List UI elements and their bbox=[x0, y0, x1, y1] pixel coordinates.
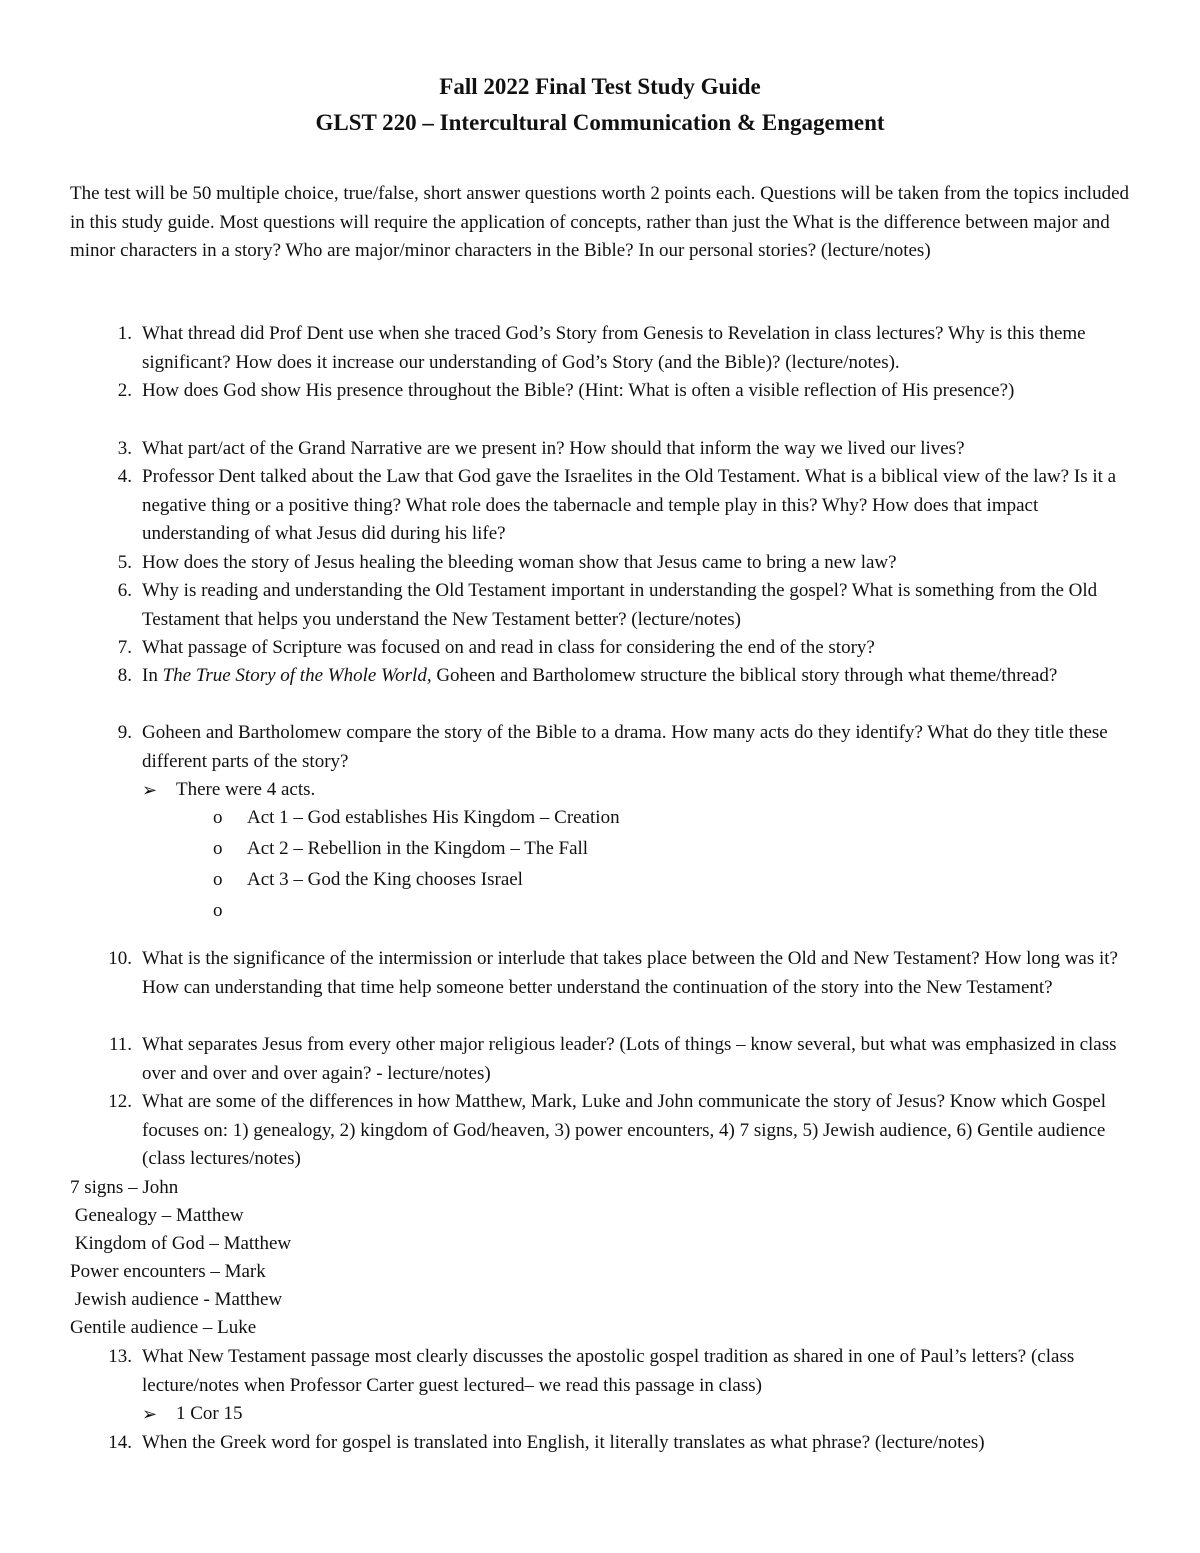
question-number: 13. bbox=[108, 1346, 132, 1367]
gospel-note: Power encounters – Mark bbox=[70, 1261, 266, 1282]
question-text: How does God show His presence throughout the Bible? (Hint: What is often a visible reflection of His presence?) bbox=[142, 380, 1015, 401]
gospel-note: Genealogy – Matthew bbox=[70, 1205, 244, 1226]
circle-bullet-icon: o bbox=[213, 869, 223, 890]
document-title: Fall 2022 Final Test Study Guide bbox=[439, 74, 761, 99]
act-text: Act 2 – Rebellion in the Kingdom – The Fall bbox=[247, 838, 589, 859]
document-subtitle: GLST 220 – Intercultural Communication & Engagement bbox=[315, 110, 885, 135]
intro-paragraph: The test will be 50 multiple choice, true/false, short answer questions worth 2 points each. Questions will be taken from the topics included in this study guide. Most questions will require the application of concepts, rather than just the What is the difference between major and minor characters in a story? Who are major/minor characters in the Bible? In our personal stories? (lecture/notes) bbox=[70, 183, 1130, 261]
question-text-suffix: Goheen and Bartholomew structure the biblical story through what theme/thread? bbox=[431, 665, 1058, 686]
act-text: Act 1 – God establishes His Kingdom – Creation bbox=[247, 807, 620, 828]
question-text: What New Testament passage most clearly discusses the apostolic gospel tradition as shared in one of Paul’s letters? (class lecture/notes when Professor Carter guest lectured– we read this passage in class) bbox=[142, 1346, 1075, 1396]
question-text: What are some of the differences in how Matthew, Mark, Luke and John communicate the story of Jesus? Know which Gospel focuses on: 1) genealogy, 2) kingdom of God/heaven, 3) power encounters, 4) 7 signs, 5) Jewish audience, 6) Gentile audience (class lectures/notes) bbox=[142, 1091, 1106, 1169]
question-number: 1. bbox=[117, 323, 132, 344]
question-text: Goheen and Bartholomew compare the story of the Bible to a drama. How many acts do they identify? What do they title these different parts of the story? bbox=[142, 722, 1108, 772]
question-number: 3. bbox=[117, 438, 132, 459]
question-number: 2. bbox=[117, 380, 132, 401]
question-number: 8. bbox=[117, 665, 132, 686]
circle-bullet-icon: o bbox=[213, 900, 223, 921]
question-number: 12. bbox=[108, 1091, 132, 1112]
answer-text: There were 4 acts. bbox=[176, 779, 316, 800]
question-text: What passage of Scripture was focused on and read in class for considering the end of the story? bbox=[142, 637, 875, 658]
book-title: The True Story of the Whole World, bbox=[162, 665, 432, 686]
question-text: Professor Dent talked about the Law that God gave the Israelites in the Old Testament. What is a biblical view of the law? Is it a negative thing or a positive thing? What role does the tabernacle and temple play in this? Why? How does that impact understanding of what Jesus did during his life? bbox=[142, 466, 1117, 544]
gospel-note: Jewish audience - Matthew bbox=[70, 1289, 283, 1310]
question-text: How does the story of Jesus healing the bleeding woman show that Jesus came to bring a new law? bbox=[142, 552, 897, 573]
question-number: 10. bbox=[108, 948, 132, 969]
question-text-prefix: In bbox=[142, 665, 163, 686]
question-text bbox=[142, 662, 1127, 691]
question-number: 7. bbox=[117, 637, 132, 658]
arrow-bullet-icon: ➢ bbox=[142, 780, 158, 800]
question-number: 9. bbox=[117, 722, 132, 743]
question-text: What separates Jesus from every other major religious leader? (Lots of things – know several, but what was emphasized in class over and over and over again? - lecture/notes) bbox=[142, 1034, 1117, 1084]
question-number: 6. bbox=[117, 580, 132, 601]
question-number: 11. bbox=[108, 1034, 132, 1055]
answer-text: 1 Cor 15 bbox=[176, 1403, 243, 1424]
gospel-note: 7 signs – John bbox=[70, 1177, 179, 1198]
question-number: 5. bbox=[117, 552, 132, 573]
gospel-note: Kingdom of God – Matthew bbox=[70, 1233, 292, 1254]
circle-bullet-icon: o bbox=[213, 838, 223, 859]
question-number: 4. bbox=[117, 466, 132, 487]
question-text: When the Greek word for gospel is translated into English, it literally translates as what phrase? (lecture/notes) bbox=[142, 1432, 985, 1453]
arrow-bullet-icon: ➢ bbox=[142, 1404, 158, 1424]
question-text: Why is reading and understanding the Old Testament important in understanding the gospel? What is something from the Old Testament that helps you understand the New Testament better? (lecture/notes) bbox=[142, 580, 1098, 630]
question-text: What thread did Prof Dent use when she traced God’s Story from Genesis to Revelation in class lectures? Why is this theme significant? How does it increase our understanding of God’s Story (and the Bible)? (lecture/notes). bbox=[142, 323, 1086, 373]
gospel-note: Gentile audience – Luke bbox=[70, 1317, 257, 1338]
circle-bullet-icon: o bbox=[213, 807, 223, 828]
question-number: 14. bbox=[108, 1432, 132, 1453]
question-text: What part/act of the Grand Narrative are we present in? How should that inform the way we lived our lives? bbox=[142, 438, 965, 459]
question-text: What is the significance of the intermission or interlude that takes place between the Old and New Testament? How long was it? How can understanding that time help someone better understand the continuation of the story into the New Testament? bbox=[142, 948, 1118, 998]
act-text: Act 3 – God the King chooses Israel bbox=[247, 869, 523, 890]
